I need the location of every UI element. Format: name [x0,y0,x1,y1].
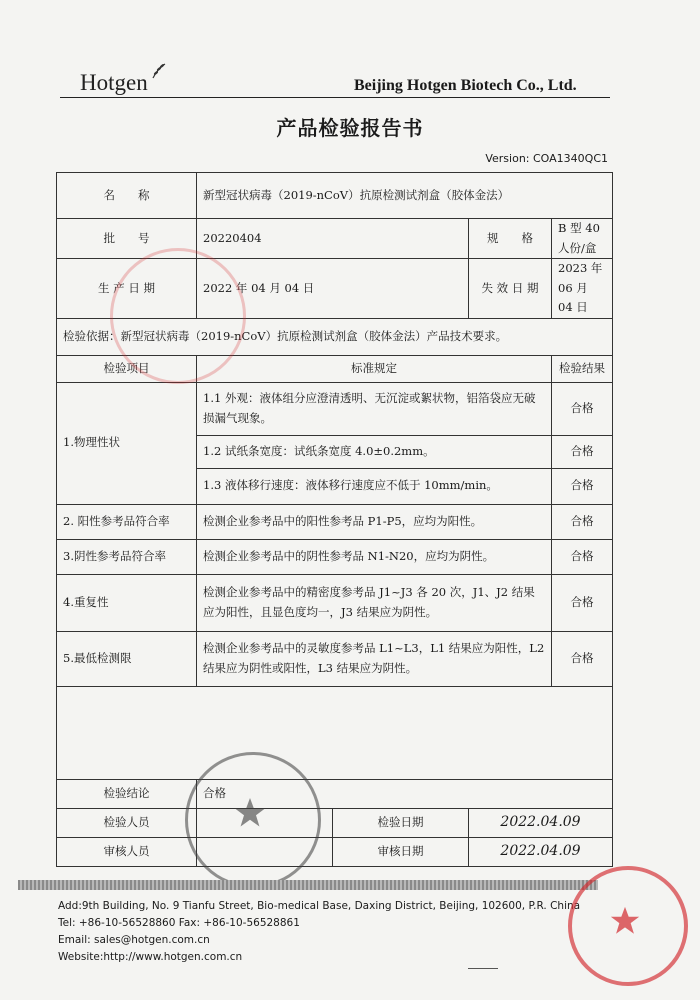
batch-label: 批 号 [57,219,197,259]
leaf-icon [150,62,168,80]
result-lod: 合格 [552,631,613,686]
seal-star-icon [608,904,642,938]
inspector-label: 检验人员 [57,808,197,837]
footer-website: Website:http://www.hotgen.com.cn [58,951,243,963]
result-repeatability: 合格 [552,574,613,631]
mfg-date-value: 2022 年 04 月 04 日 [197,259,469,319]
version-label: Version: COA1340QC1 [485,152,608,165]
result-positive: 合格 [552,504,613,539]
name-label: 名 称 [57,173,197,219]
footer-bar [18,880,598,890]
standard-positive: 检测企业参考品中的阳性参考品 P1-P5，应均为阳性。 [197,504,552,539]
conclusion-label: 检验结论 [57,779,197,808]
company-name: Beijing Hotgen Biotech Co., Ltd. [354,77,577,94]
header-result: 检验结果 [552,355,613,382]
footer-divider [468,968,498,969]
review-date-value: 2022.04.09 [469,837,613,866]
spec-value: B 型 40 人份/盒 [552,219,613,259]
item-lod: 5.最低检测限 [57,631,197,686]
item-negative: 3.阴性参考品符合率 [57,539,197,574]
basis-text: 检验依据：新型冠状病毒（2019-nCoV）抗原检测试剂盒（胶体金法）产品技术要求。 [57,318,613,355]
inspect-date-label: 检验日期 [333,808,469,837]
item-positive: 2. 阳性参考品符合率 [57,504,197,539]
inspect-date-value: 2022.04.09 [469,808,613,837]
physical-standard-2: 1.2 试纸条宽度：试纸条宽度 4.0±0.2mm。 [197,435,552,468]
standard-lod: 检测企业参考品中的灵敏度参考品 L1~L3，L1 结果应为阳性，L2 结果应为阴性或阳性，L3 结果应为阴性。 [197,631,552,686]
conclusion-value: 合格 [197,779,613,808]
header-divider [60,97,610,98]
exp-date-value: 2023 年 06 月 04 日 [552,259,613,319]
footer-address: Add:9th Building, No. 9 Tianfu Street, Bio-medical Base, Daxing District, Beijing, 102600, P.R. China [58,900,581,912]
company-logo: Hotgen [80,70,148,95]
physical-item: 1.物理性状 [57,382,197,504]
blank-area [57,686,613,779]
item-repeatability: 4.重复性 [57,574,197,631]
header-item: 检验项目 [57,355,197,382]
page-title: 产品检验报告书 [276,116,424,140]
result-negative: 合格 [552,539,613,574]
star-icon [232,795,268,831]
header-standard: 标准规定 [197,355,552,382]
physical-result-1: 合格 [552,382,613,435]
batch-value: 20220404 [197,219,469,259]
standard-repeatability: 检测企业参考品中的精密度参考品 J1~J3 各 20 次，J1、J2 结果应为阳性，且显色度均一，J3 结果应为阴性。 [197,574,552,631]
mfg-date-label: 生 产 日 期 [57,259,197,319]
standard-negative: 检测企业参考品中的阴性参考品 N1-N20，应均为阴性。 [197,539,552,574]
faint-seal-stamp [110,248,246,384]
exp-date-label: 失 效 日 期 [469,259,552,319]
footer-tel-fax: Tel: +86-10-56528860 Fax: +86-10-56528861 [58,917,300,929]
review-date-label: 审核日期 [333,837,469,866]
physical-standard-3: 1.3 液体移行速度：液体移行速度应不低于 10mm/min。 [197,468,552,504]
spec-label: 规 格 [469,219,552,259]
footer-email: Email: sales@hotgen.com.cn [58,934,210,946]
physical-standard-1: 1.1 外观：液体组分应澄清透明、无沉淀或絮状物，铝箔袋应无破损漏气现象。 [197,382,552,435]
physical-result-3: 合格 [552,468,613,504]
name-value: 新型冠状病毒（2019-nCoV）抗原检测试剂盒（胶体金法） [197,173,613,219]
physical-result-2: 合格 [552,435,613,468]
reviewer-label: 审核人员 [57,837,197,866]
